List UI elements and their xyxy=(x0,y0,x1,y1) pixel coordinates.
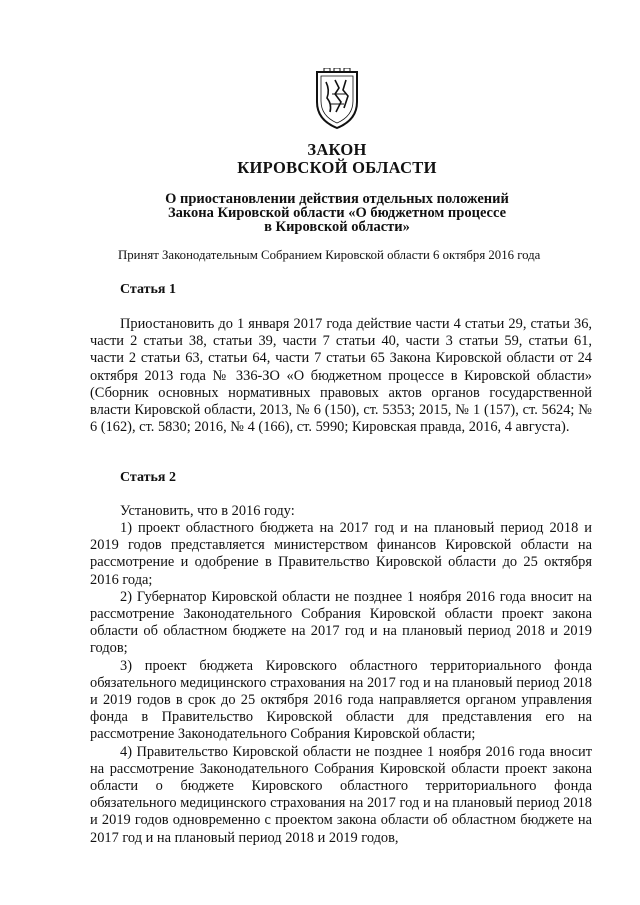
article-2-item-1: 1) проект областного бюджета на 2017 год и на плановый период 2018 и 2019 годов представляется министерством финансов Кировской области на рассмотрение и одобрение в Правительство Кировской области до 25 октября 2016 года; xyxy=(90,520,592,588)
article-1-heading: Статья 1 xyxy=(120,282,176,297)
subtitle-line-2: Закона Кировской области «О бюджетном процессе xyxy=(167,205,507,221)
subtitle-line-1: О приостановлении действия отдельных положений xyxy=(165,191,509,207)
article-2-item-4: 4) Правительство Кировской области не позднее 1 ноября 2016 года вносит на рассмотрение Законодательного Собрания Кировской области проект закона области о бюджете Кировского областного территориального фонда обязательного медицинского страхования на 2017 год и на плановый период 2018 и 2019 годов одновременно с проектом закона области об областном бюджете на 2017 год и на плановый период 2018 и 2019 годов, xyxy=(90,743,592,846)
title-line-1: ЗАКОН xyxy=(307,140,367,159)
subtitle-line-3: в Кировской области» xyxy=(264,219,410,235)
article-1-paragraph: Приостановить до 1 января 2017 года действие части 4 статьи 29, статьи 36, части 2 статьи 38, статьи 39, части 7 статьи 40, части 3 статьи 59, статьи 61, части 2 статьи 63, статьи 64, части 7 статьи 65 Закона Кировской области от 24 октября 2013 года № 336-ЗО «О бюджетном процессе в Кировской области» (Сборник основных нормативных правовых актов органов государственной власти Кировской области, 2013, № 6 (150), ст. 5353; 2015, № 1 (157), ст. 5624; № 6 (162), ст. 5830; 2016, № 4 (166), ст. 5990; Кировская правда, 2016, 4 августа). xyxy=(90,316,592,436)
article-1-body xyxy=(90,316,592,436)
adoption-note: Принят Законодательным Собранием Кировской области 6 октября 2016 года xyxy=(118,248,541,262)
article-2-item-2: 2) Губернатор Кировской области не позднее 1 ноября 2016 года вносит на рассмотрение Законодательного Собрания Кировской области проект закона области об областном бюджете на 2017 год и на плановый период 2018 и 2019 годов; xyxy=(90,588,592,657)
title-line-2: КИРОВСКОЙ ОБЛАСТИ xyxy=(237,158,437,177)
article-2-items xyxy=(90,520,592,847)
article-2-heading: Статья 2 xyxy=(120,470,176,485)
coat-of-arms-icon xyxy=(312,68,362,130)
article-2-item-3: 3) проект бюджета Кировского областного территориального фонда обязательного медицинского страхования на 2017 год и на плановый период 2018 и 2019 годов в срок до 25 октября 2016 года направляется органом управления фонда в Правительство Кировской области для представления его на рассмотрение Законодательного Собрания Кировской области; xyxy=(90,657,592,743)
article-2-lead: Установить, что в 2016 году: xyxy=(120,503,295,519)
